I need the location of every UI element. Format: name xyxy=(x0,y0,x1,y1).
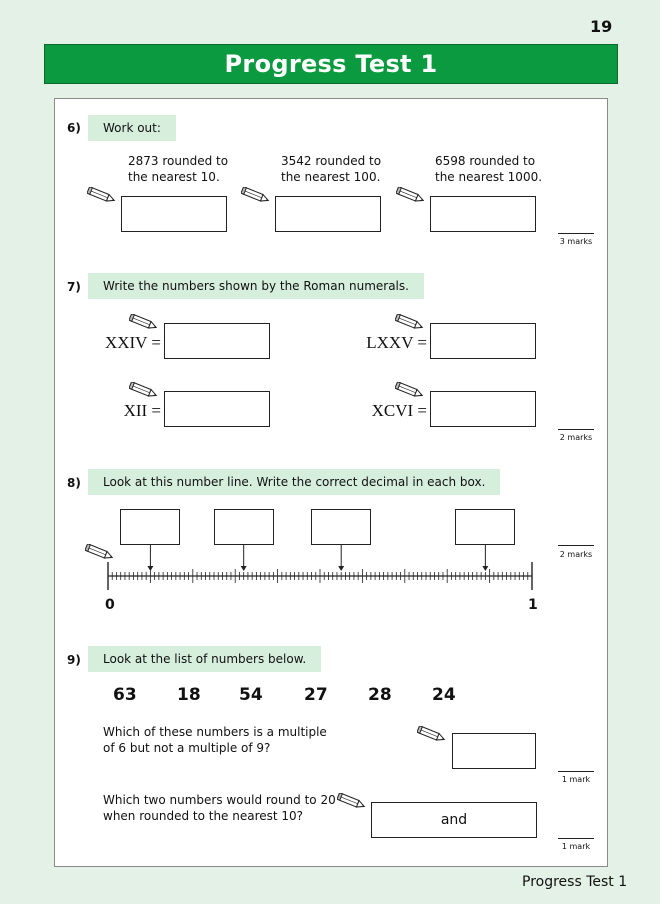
q6-answer-box-1[interactable] xyxy=(121,196,227,232)
number-line-end-label: 1 xyxy=(528,597,538,613)
roman-numeral-xii: XII = xyxy=(123,401,161,420)
pencil-icon xyxy=(417,726,447,744)
pencil-icon xyxy=(395,314,425,332)
roman-numeral-lxxv: LXXV = xyxy=(366,333,427,352)
q6-part-3-line-1: 6598 rounded to xyxy=(435,154,536,168)
q8-answer-box-1[interactable] xyxy=(120,509,180,545)
q6-marks: 3 marks xyxy=(559,237,593,246)
question-6-number: 6) xyxy=(67,121,81,135)
q8-marks: 2 marks xyxy=(559,550,593,559)
q9b-marks: 1 mark xyxy=(561,842,591,851)
pencil-icon xyxy=(395,382,425,400)
marks-line xyxy=(558,429,594,430)
page-title: Progress Test 1 xyxy=(44,44,618,84)
pencil-icon xyxy=(87,187,117,205)
number-list-item: 24 xyxy=(432,685,456,705)
pencil-icon xyxy=(129,382,159,400)
footer-title: Progress Test 1 xyxy=(522,874,628,890)
roman-numeral-xcvi: XCVI = xyxy=(371,401,427,420)
q7-answer-box-4[interactable] xyxy=(430,391,536,427)
pencil-icon xyxy=(241,187,271,205)
marks-line xyxy=(558,771,594,772)
q9a-marks: 1 mark xyxy=(561,775,591,784)
q6-part-2-line-2: the nearest 100. xyxy=(281,170,381,184)
marks-line xyxy=(558,838,594,839)
q6-part-1-line-2: the nearest 10. xyxy=(128,170,220,184)
number-line xyxy=(103,539,538,599)
q8-answer-box-4[interactable] xyxy=(455,509,515,545)
question-6-instruction: Work out: xyxy=(88,115,176,141)
q9b-question-line-1: Which two numbers would round to 20 xyxy=(103,793,336,807)
q9b-question-line-2: when rounded to the nearest 10? xyxy=(103,809,304,823)
question-7-instruction: Write the numbers shown by the Roman numerals. xyxy=(88,273,424,299)
q8-answer-box-3[interactable] xyxy=(311,509,371,545)
q9a-question-line-2: of 6 but not a multiple of 9? xyxy=(103,741,271,755)
pencil-icon xyxy=(337,793,367,811)
marks-line xyxy=(558,545,594,546)
number-list-item: 27 xyxy=(304,685,328,705)
number-list-item: 54 xyxy=(239,685,263,705)
q6-answer-box-2[interactable] xyxy=(275,196,381,232)
number-list-item: 63 xyxy=(113,685,137,705)
number-list-item: 28 xyxy=(368,685,392,705)
q6-answer-box-3[interactable] xyxy=(430,196,536,232)
question-8-number: 8) xyxy=(67,476,81,490)
pointer-arrow-head xyxy=(241,566,247,571)
question-8-instruction: Look at this number line. Write the correct decimal in each box. xyxy=(88,469,500,495)
number-line-start-label: 0 xyxy=(105,597,115,613)
number-list-item: 18 xyxy=(177,685,201,705)
marks-line xyxy=(558,233,594,234)
q6-part-2-line-1: 3542 rounded to xyxy=(281,154,382,168)
question-7-number: 7) xyxy=(67,280,81,294)
pointer-arrow-head xyxy=(482,566,488,571)
question-9-instruction: Look at the list of numbers below. xyxy=(88,646,321,672)
q7-answer-box-1[interactable] xyxy=(164,323,270,359)
q9b-and-label: and xyxy=(440,812,468,828)
pointer-arrow-head xyxy=(338,566,344,571)
pencil-icon xyxy=(129,314,159,332)
q9a-question-line-1: Which of these numbers is a multiple xyxy=(103,725,327,739)
q7-answer-box-2[interactable] xyxy=(430,323,536,359)
q6-part-1-line-1: 2873 rounded to xyxy=(128,154,229,168)
q9a-answer-box[interactable] xyxy=(452,733,536,769)
test-sheet xyxy=(54,98,608,867)
q7-marks: 2 marks xyxy=(559,433,593,442)
q8-answer-box-2[interactable] xyxy=(214,509,274,545)
pencil-icon xyxy=(396,187,426,205)
page-number: 19 xyxy=(590,17,613,36)
pointer-arrow-head xyxy=(147,566,153,571)
question-9-number: 9) xyxy=(67,653,81,667)
roman-numeral-xxiv: XXIV = xyxy=(104,333,161,352)
q9b-answer-box[interactable] xyxy=(371,802,537,838)
q6-part-3-line-2: the nearest 1000. xyxy=(435,170,543,184)
q7-answer-box-3[interactable] xyxy=(164,391,270,427)
